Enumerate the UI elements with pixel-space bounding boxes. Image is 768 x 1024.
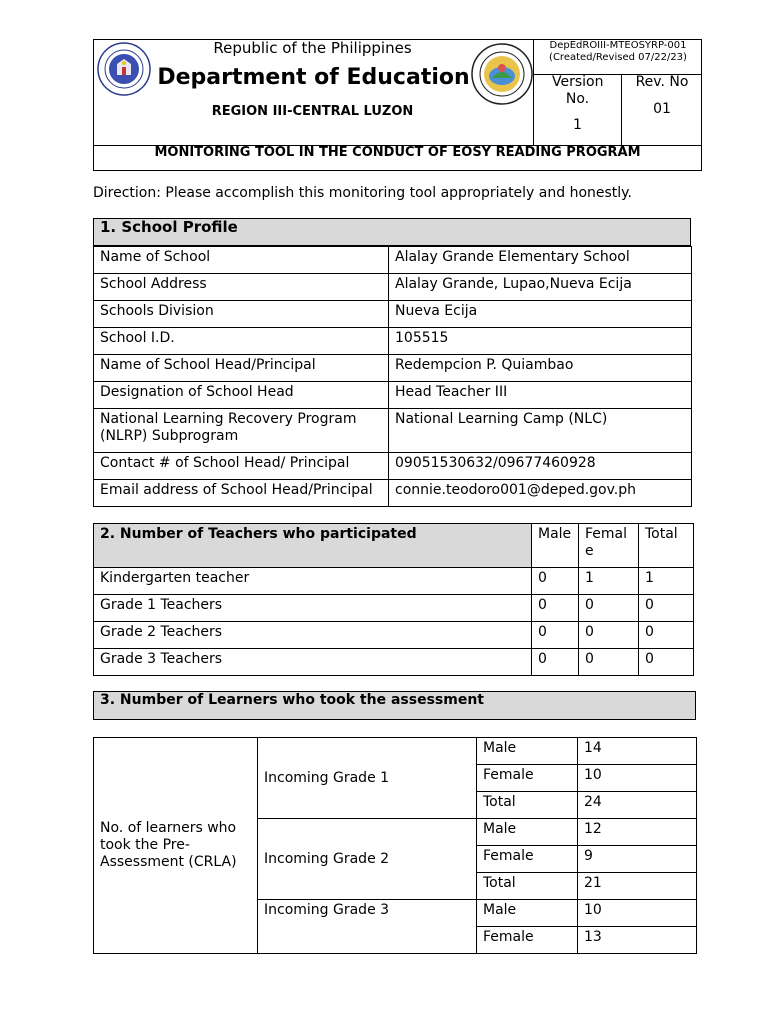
direction-text: Direction: Please accomplish this monitoring tool appropriately and honestly. [93,185,632,201]
count-value: 10 [578,900,697,927]
profile-value: 09051530632/09677460928 [389,453,692,480]
sex-label: Male [477,819,578,846]
teacher-female: 0 [579,622,639,649]
teacher-male: 0 [532,649,579,676]
profile-label: Designation of School Head [94,382,389,409]
profile-label: Name of School Head/Principal [94,355,389,382]
table-row [94,622,694,649]
table-row [94,328,692,355]
department-heading: Department of Education [157,65,470,90]
teacher-total: 0 [639,622,694,649]
teacher-total: 0 [639,649,694,676]
sex-label: Male [477,738,578,765]
doc-code-text: DepEdROIII-MTEOSYRP-001 [549,40,687,51]
table-row [94,409,692,453]
grade-name: Incoming Grade 3 [258,900,477,954]
teacher-label: Grade 3 Teachers [94,649,532,676]
sex-label: Female [477,846,578,873]
table-row [94,568,694,595]
profile-value: Alalay Grande Elementary School [389,247,692,274]
profile-label: School I.D. [94,328,389,355]
count-value: 9 [578,846,697,873]
count-value: 12 [578,819,697,846]
teacher-female: 0 [579,649,639,676]
teachers-table [93,523,694,676]
col-total-header: Total [639,524,694,568]
profile-value: 105515 [389,328,692,355]
learners-row-label: No. of learners who took the Pre-Assessment (CRLA) [94,738,258,954]
doc-created-text: (Created/Revised 07/22/23) [549,52,687,63]
table-row [94,595,694,622]
rev-label: Rev. No [635,74,689,90]
profile-value: National Learning Camp (NLC) [389,409,692,453]
profile-label: Schools Division [94,301,389,328]
table-row [94,738,697,765]
table-row [94,355,692,382]
teacher-male: 0 [532,622,579,649]
table-row [94,480,692,507]
region-heading: REGION III-CENTRAL LUZON [211,104,414,119]
teacher-female: 0 [579,595,639,622]
total-label: Total [477,792,578,819]
grade-name: Incoming Grade 2 [258,819,477,900]
count-value: 21 [578,873,697,900]
table-row [94,382,692,409]
teacher-label: Grade 1 Teachers [94,595,532,622]
col-male-header: Male [532,524,579,568]
teacher-female: 1 [579,568,639,595]
table-row [94,274,692,301]
profile-label: National Learning Recovery Program (NLRP) Subprogram [94,409,389,453]
school-profile-table [93,246,692,507]
republic-heading: Republic of the Philippines [213,39,412,57]
table-row [94,247,692,274]
profile-label: Email address of School Head/Principal [94,480,389,507]
count-value: 14 [578,738,697,765]
learners-table [93,737,697,954]
profile-value: Nueva Ecija [389,301,692,328]
learners-title: 3. Number of Learners who took the assessment [93,691,696,720]
count-value: 10 [578,765,697,792]
profile-label: School Address [94,274,389,301]
sex-label: Female [477,927,578,954]
profile-label: Name of School [94,247,389,274]
teacher-male: 0 [532,595,579,622]
rev-value: 01 [653,101,671,117]
teachers-title: 2. Number of Teachers who participated [94,524,532,568]
sex-label: Male [477,900,578,927]
profile-value: Alalay Grande, Lupao,Nueva Ecija [389,274,692,301]
count-value: 24 [578,792,697,819]
deped-seal-logo [97,42,151,96]
table-row [94,649,694,676]
version-value: 1 [573,117,582,133]
profile-label: Contact # of School Head/ Principal [94,453,389,480]
col-female-header: Female [579,524,639,568]
table-row [94,301,692,328]
teacher-total: 0 [639,595,694,622]
profile-value: connie.teodoro001@deped.gov.ph [389,480,692,507]
doc-code [534,40,702,64]
grade-name: Incoming Grade 1 [258,738,477,819]
tool-title: MONITORING TOOL IN THE CONDUCT OF EOSY READING PROGRAM [154,145,641,160]
table-header-row [94,524,694,568]
teacher-total: 1 [639,568,694,595]
sex-label: Female [477,765,578,792]
teacher-male: 0 [532,568,579,595]
teacher-label: Grade 2 Teachers [94,622,532,649]
profile-value: Head Teacher III [389,382,692,409]
profile-value: Redempcion P. Quiambao [389,355,692,382]
total-label: Total [477,873,578,900]
table-row [94,453,692,480]
version-label: Version No. [552,74,604,107]
school-profile-title: 1. School Profile [93,218,691,246]
teacher-label: Kindergarten teacher [94,568,532,595]
count-value: 13 [578,927,697,954]
